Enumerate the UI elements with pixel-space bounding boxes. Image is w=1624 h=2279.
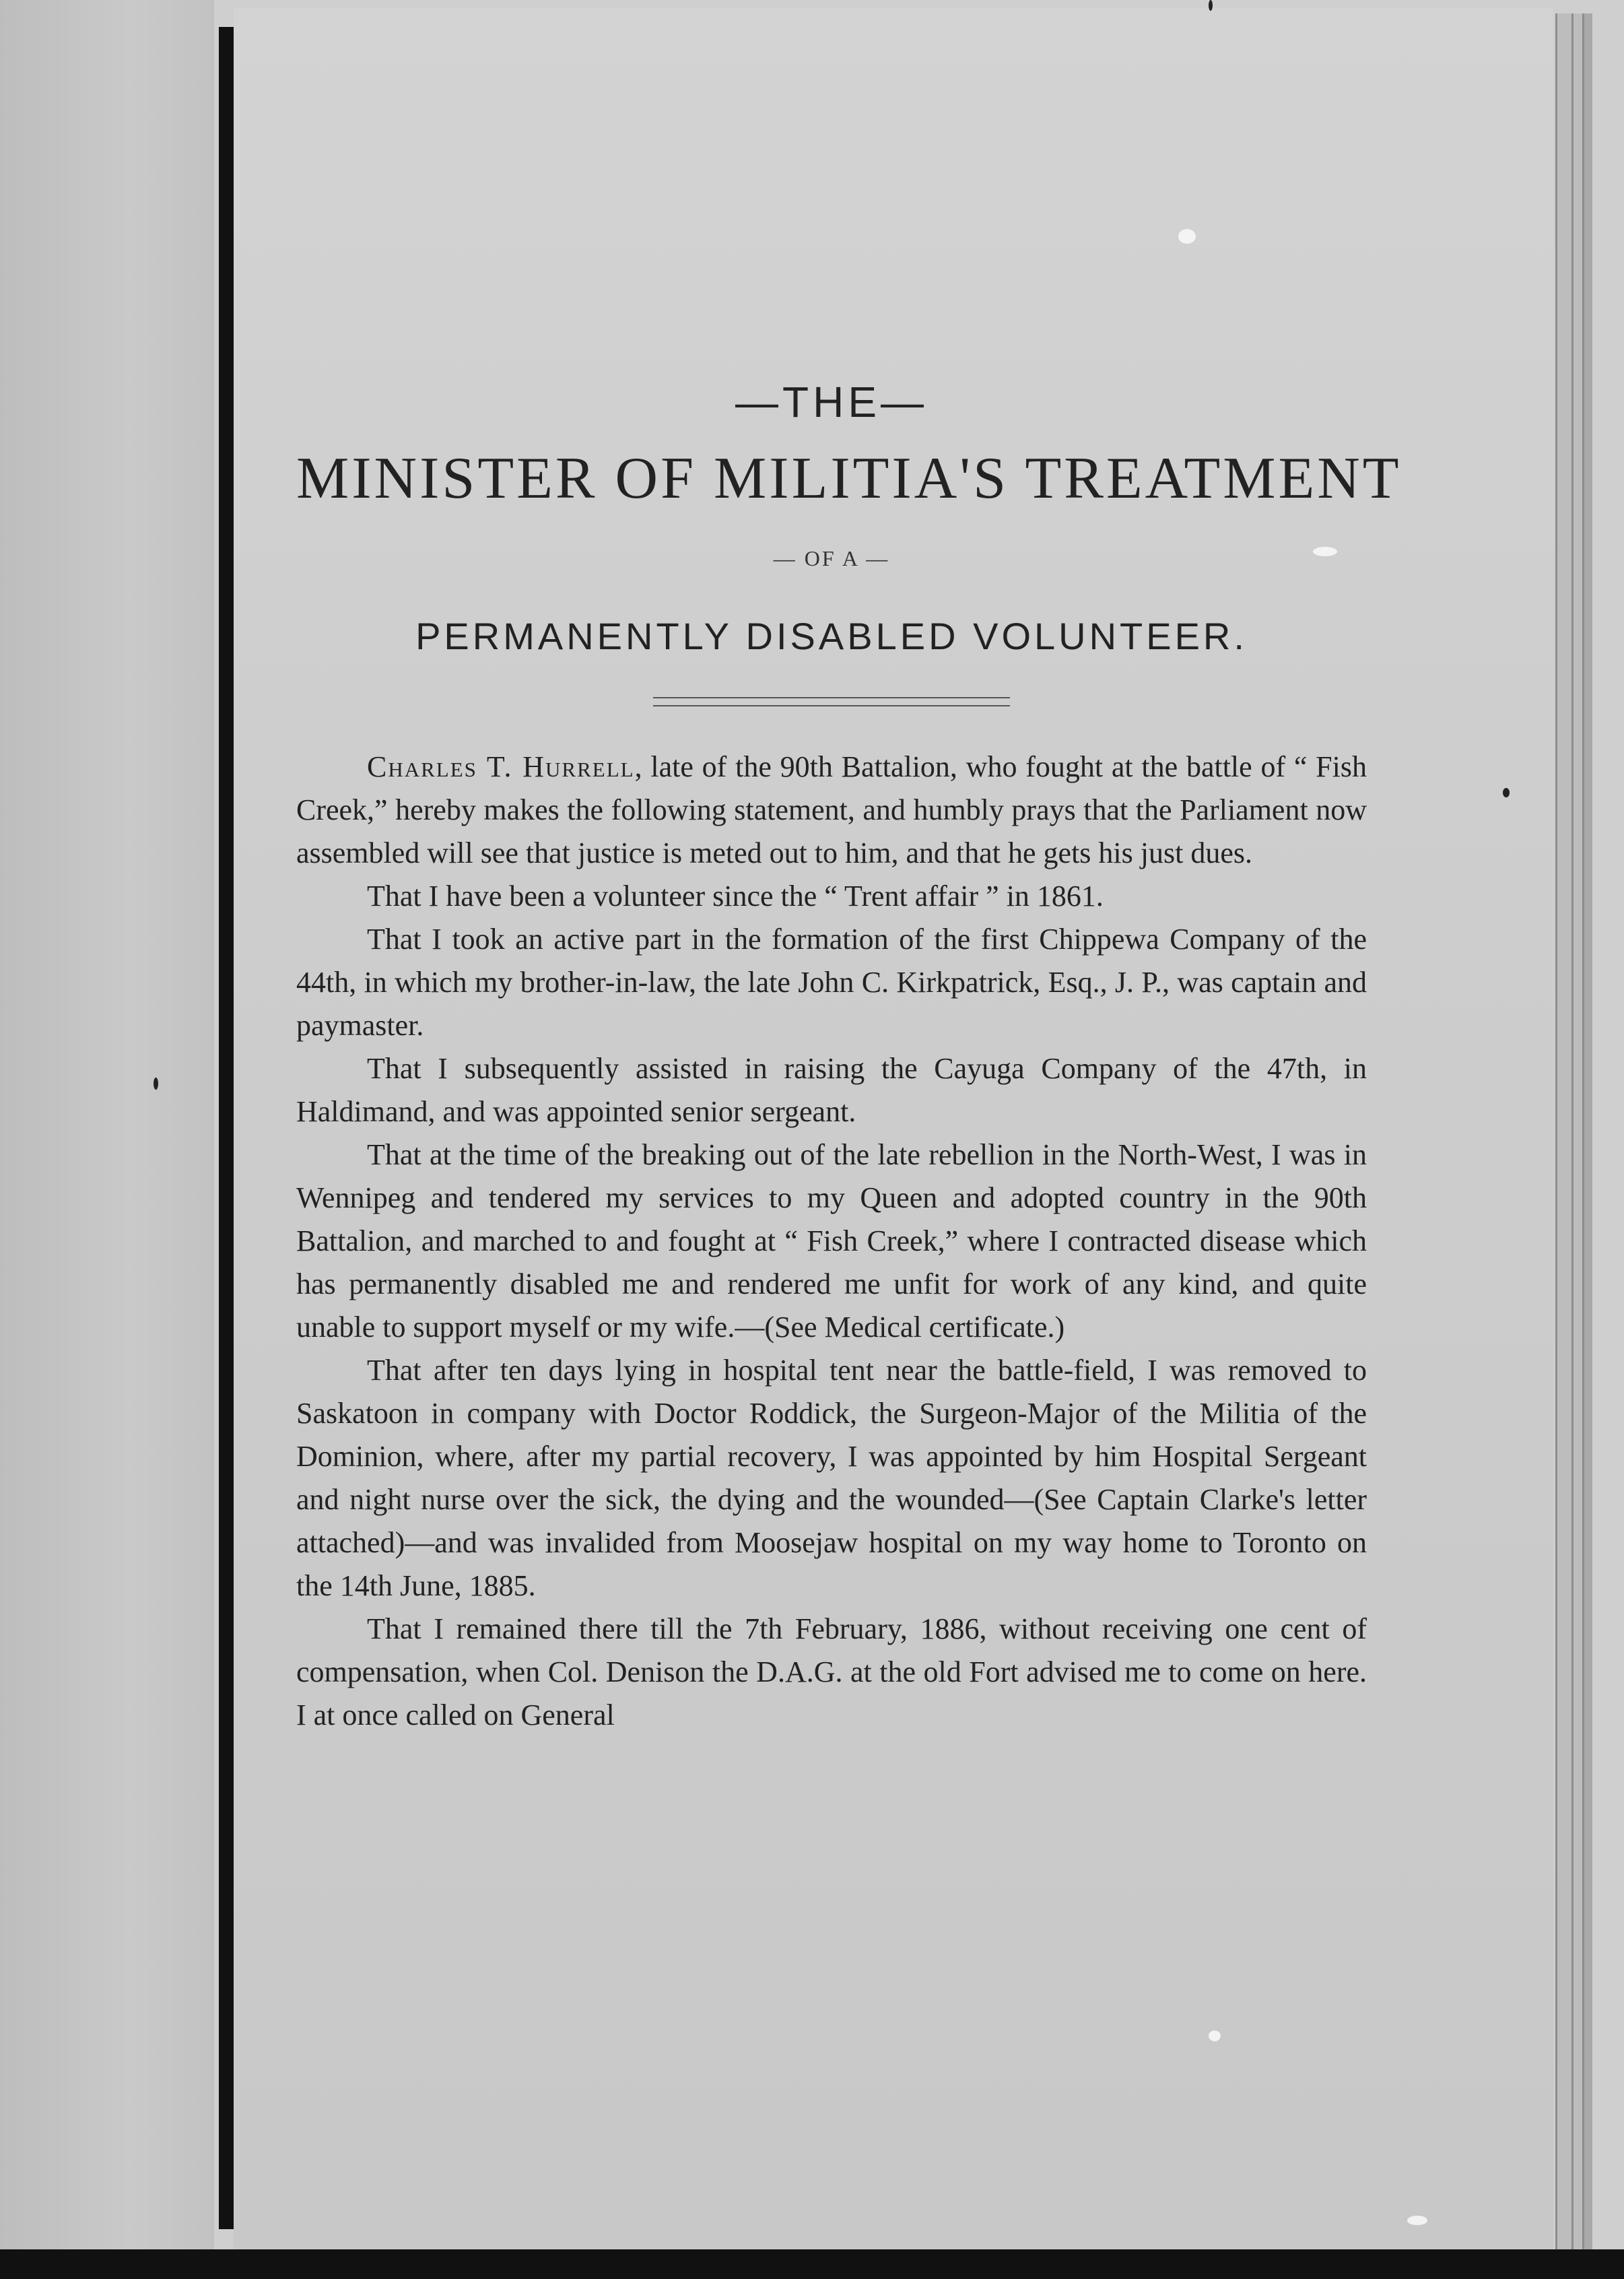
author-name: Charles T. Hurrell [367,750,635,783]
statement-paragraph: That at the time of the breaking out of the late rebellion in the North-West, I was in Wennipeg and tendered my services to my Queen and adopted country in the 90th Battalion, and marched to and fought at “ Fish Creek,” where I contracted disease which has permanently disabled me and rendered me unfit for work of any kind, and quite unable to support myself or my wife.—(See Medical certificate.) [296,1138,1367,1344]
statement-paragraph: That I took an active part in the formation of the first Chippewa Company of the 44th, in which my brother-in-law, the late John C. Kirkpatrick, Esq., J. P., was captain and paymaster. [296,923,1367,1042]
heading-of-a: — OF A — [773,546,890,570]
statement-paragraph: That I remained there till the 7th February, 1886, without receiving one cent of compensation, when Col. Denison the D.A.G. at the old Fort advised me to come on here. I at once called on General [296,1612,1367,1731]
heading-subtitle: PERMANENTLY DISABLED VOLUNTEER. [415,615,1248,657]
statement-paragraph: That after ten days lying in hospital tent near the battle-field, I was removed to Saskatoon in company with Doctor Roddick, the Surgeon-Major of the Militia of the Dominion, where, after my partial recovery, I was appointed by him Hospital Sergeant and night nurse over the sick, the dying and the wounded—(See Captain Clarke's letter attached)—and was invalided from Moosejaw hospital on my way home to Toronto on the 14th June, 1885. [296,1354,1367,1602]
ink-dot [1503,788,1510,797]
scan-speck [1178,229,1196,244]
scan-bottom-border [0,2249,1624,2279]
document-body [296,377,1402,1737]
scan-speck [1209,2030,1221,2041]
scan-speck [1407,2216,1427,2225]
page-edge [1555,13,1572,2249]
heading-the: —THE— [735,378,928,426]
binding-gutter [219,27,234,2229]
statement-paragraph: That I have been a volunteer since the “ Trent affair ” in 1861. [367,880,1104,913]
page-edge [1582,13,1592,2249]
ink-dot [154,1078,158,1090]
statement-paragraph: That I subsequently assisted in raising the Cayuga Company of the 47th, in Haldimand, and was appointed senior sergeant. [296,1052,1367,1128]
intro-paragraph [296,746,1367,875]
page-edge [1571,13,1583,2249]
ink-dot [1209,0,1213,11]
heading-main: MINISTER OF MILITIA'S TREATMENT [296,446,1402,511]
left-page-margin [0,0,214,2279]
double-rule-divider [653,697,1010,706]
statement-text [296,746,1367,1737]
intro-text: , late of the 90th Battalion, who fought at the battle of “ Fish Creek,” hereby makes the following statement, and humbly prays that the Parliament now assembled will see that justice is meted out to him, and that he gets his just dues. [296,750,1367,869]
